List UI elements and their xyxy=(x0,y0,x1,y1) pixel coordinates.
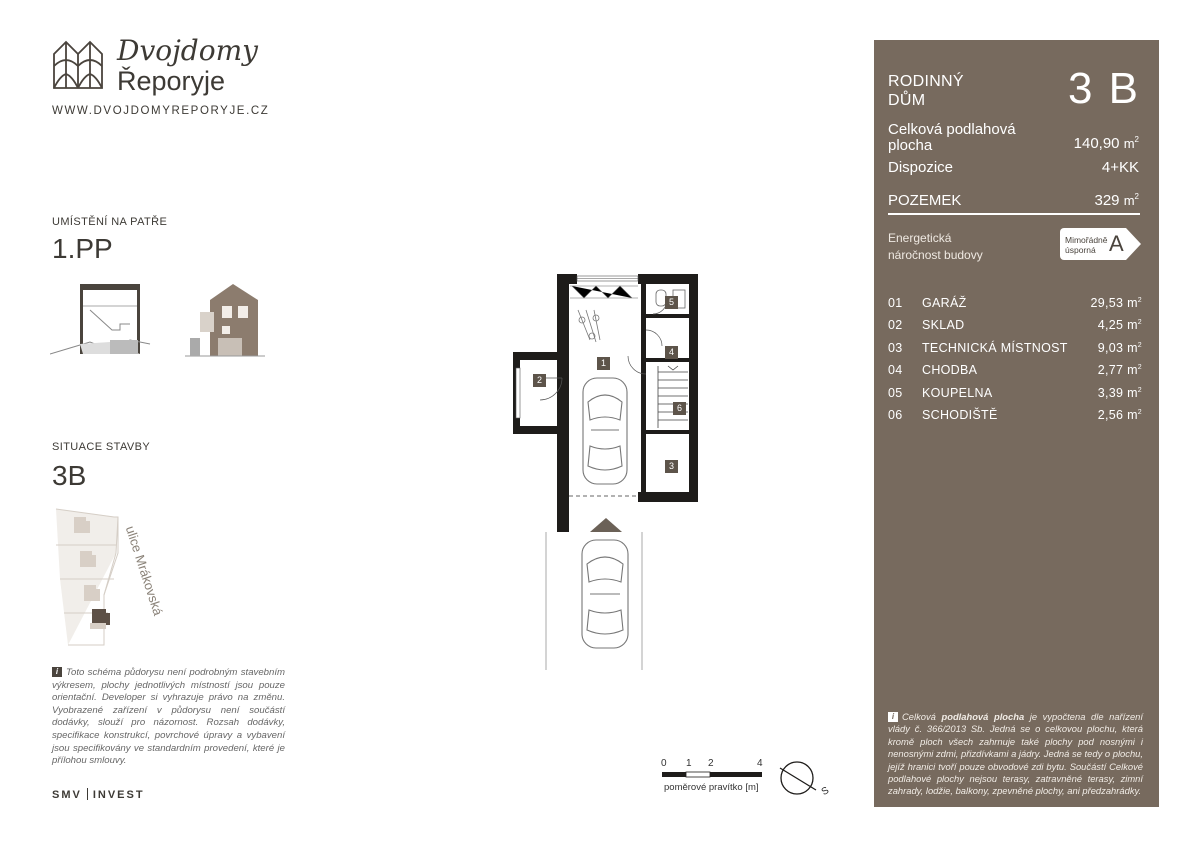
scale-tick-0: 0 xyxy=(661,758,667,769)
energy-label xyxy=(888,230,983,264)
area-label-line2: plocha xyxy=(888,137,933,154)
scale-bar xyxy=(662,770,766,780)
panel-disclaimer-pre: Celková xyxy=(902,711,942,722)
plot-unit-sup: 2 xyxy=(1134,192,1139,201)
north-arrow-icon xyxy=(778,760,824,800)
panel-disclaimer-post: je vypočtena dle nařízení vlády č. 366/2013 Sb. Jedná se o celkovou plochu, která kromě ploch všech zahrnuje také plochy pod nosnými i nenosnými zdmi, přizdívkami a jádry. Jedná se tedy o plochu, jejíž hranici tvoří pouze obvodové zdi bytu. Součástí Celkové podlahové plochy nejsou terasy, zatravněné terasy, zimní zahrady, lodžie, balkony, zpevněné plochy, ani předzahrádky. xyxy=(888,711,1144,797)
scale-tick-2: 2 xyxy=(708,758,714,769)
area-unit: m xyxy=(1123,136,1135,151)
room-area-unit: m xyxy=(1127,318,1138,333)
brand-name-line1: Dvojdomy xyxy=(117,34,258,67)
room-area-value: 4,25 xyxy=(1097,318,1124,333)
plan-room-1: 1 xyxy=(597,357,610,370)
left-disclaimer-text: Toto schéma půdorysu není podrobným stavebním výkresem, plochy jednotlivých místností jsou pouze orientační. Developer si vyhrazuje právo na změnu. Vyobrazené zařízení v půdorysu není součástí dodávky, slouží pro názornost. Rozsah dodávky, specifikace konstrukcí, povrchové úpravy a vybavení jsou specifikovány ve standardním provedení, které je přílohou smlouvy. xyxy=(52,667,285,767)
room-area-value: 2,77 xyxy=(1097,363,1124,378)
area-number: 140,90 xyxy=(1073,135,1120,152)
plan-room-4: 4 xyxy=(665,346,678,359)
brand-name-line2: Řeporyje xyxy=(117,66,226,96)
room-row xyxy=(888,408,1142,430)
panel-disclaimer-bold: podlahová plocha xyxy=(941,711,1025,722)
energy-label-line1: Energetická xyxy=(888,231,952,245)
room-area-value: 9,03 xyxy=(1097,340,1124,355)
footer-logo-right: INVEST xyxy=(92,789,145,801)
scale-tick-4: 4 xyxy=(757,758,763,769)
room-no: 06 xyxy=(888,407,903,422)
website-link[interactable]: WWW.DVOJDOMYREPORYJE.CZ xyxy=(52,105,270,117)
room-no: 04 xyxy=(888,363,903,378)
room-area-sup: 2 xyxy=(1137,364,1142,372)
room-no: 03 xyxy=(888,340,903,355)
room-no: 05 xyxy=(888,385,903,400)
panel-info-icon: i xyxy=(888,712,898,722)
plot-divider xyxy=(888,213,1140,215)
room-area-value: 3,39 xyxy=(1097,385,1124,400)
room-area-sup: 2 xyxy=(1137,296,1142,304)
room-area xyxy=(1091,296,1142,310)
scale-tick-1: 1 xyxy=(686,758,692,769)
room-area xyxy=(1098,341,1142,355)
room-name: SCHODIŠTĚ xyxy=(922,407,998,422)
room-area-sup: 2 xyxy=(1137,341,1142,349)
room-row xyxy=(888,341,1142,363)
area-label xyxy=(888,122,1016,154)
energy-badge-arrow-icon xyxy=(1126,228,1142,260)
unit-number: 3 B xyxy=(1067,64,1140,113)
room-name: GARÁŽ xyxy=(922,296,967,310)
plan-room-2: 2 xyxy=(533,374,546,387)
parked-car-icon xyxy=(582,540,628,648)
energy-label-line2: náročnost budovy xyxy=(888,248,983,262)
layout-label: Dispozice xyxy=(888,159,954,176)
entrance-arrow-icon xyxy=(590,518,622,532)
plot-number: 329 xyxy=(1094,192,1120,209)
room-row xyxy=(888,296,1142,318)
elevation-sketch xyxy=(185,284,265,356)
section-sketch xyxy=(50,284,150,354)
room-area-unit: m xyxy=(1127,340,1138,355)
area-unit-sup: 2 xyxy=(1134,135,1139,144)
room-area-sup: 2 xyxy=(1137,408,1142,416)
layout-value: 4+KK xyxy=(1101,159,1139,176)
energy-badge xyxy=(1060,228,1126,260)
energy-class: A xyxy=(1109,231,1124,256)
room-area xyxy=(1098,318,1142,332)
room-row xyxy=(888,386,1142,408)
plot-label: POZEMEK xyxy=(888,192,962,209)
room-no: 02 xyxy=(888,318,903,333)
room-area-unit: m xyxy=(1127,363,1138,378)
room-area-value: 2,56 xyxy=(1097,407,1124,422)
footer-logo xyxy=(52,788,145,801)
room-area-sup: 2 xyxy=(1137,386,1142,394)
plan-room-6: 6 xyxy=(673,402,686,415)
room-row xyxy=(888,363,1142,385)
floor-label: UMÍSTĚNÍ NA PATŘE xyxy=(52,216,168,228)
panel-title-line1: RODINNÝ xyxy=(888,73,964,90)
left-disclaimer xyxy=(52,667,285,768)
room-name: KOUPELNA xyxy=(922,385,993,400)
plot-unit: m xyxy=(1123,193,1135,208)
site-value: 3B xyxy=(52,460,87,491)
room-name: CHODBA xyxy=(922,363,978,378)
street-name: ulice Mrákovská xyxy=(122,524,166,618)
room-name: SKLAD xyxy=(922,318,965,333)
room-area-unit: m xyxy=(1127,385,1138,400)
room-row xyxy=(888,318,1142,340)
room-area xyxy=(1098,386,1142,400)
info-icon: i xyxy=(52,667,62,677)
room-area xyxy=(1098,363,1142,377)
area-value xyxy=(1074,135,1139,152)
panel-title xyxy=(888,72,964,110)
scale-caption: poměrové pravítko [m] xyxy=(664,782,759,793)
footer-logo-divider xyxy=(87,788,88,800)
room-list xyxy=(888,296,1142,430)
floor-value: 1.PP xyxy=(52,233,113,264)
footer-logo-left: SMV xyxy=(52,789,82,801)
room-no: 01 xyxy=(888,296,903,310)
plan-room-5: 5 xyxy=(665,296,678,309)
room-area-unit: m xyxy=(1127,296,1138,310)
room-name: TECHNICKÁ MÍSTNOST xyxy=(922,340,1068,355)
room-area-unit: m xyxy=(1127,407,1138,422)
house-logo-icon xyxy=(52,40,104,90)
room-area xyxy=(1098,408,1142,422)
site-label: SITUACE STAVBY xyxy=(52,441,151,453)
energy-badge-line2: úsporná xyxy=(1065,245,1096,255)
plan-room-3: 3 xyxy=(665,460,678,473)
panel-disclaimer xyxy=(888,711,1143,798)
room-area-sup: 2 xyxy=(1137,319,1142,327)
room-area-value: 29,53 xyxy=(1090,296,1124,310)
energy-badge-line1: Mimořádně xyxy=(1065,235,1108,245)
north-letter: S xyxy=(819,785,831,798)
panel-title-line2: DŮM xyxy=(888,92,926,109)
car-icon xyxy=(583,378,627,484)
floor-position-diagram xyxy=(50,278,265,364)
brand-logo xyxy=(52,40,104,90)
plot-value xyxy=(1095,192,1140,209)
area-label-line1: Celková podlahová xyxy=(888,121,1016,138)
